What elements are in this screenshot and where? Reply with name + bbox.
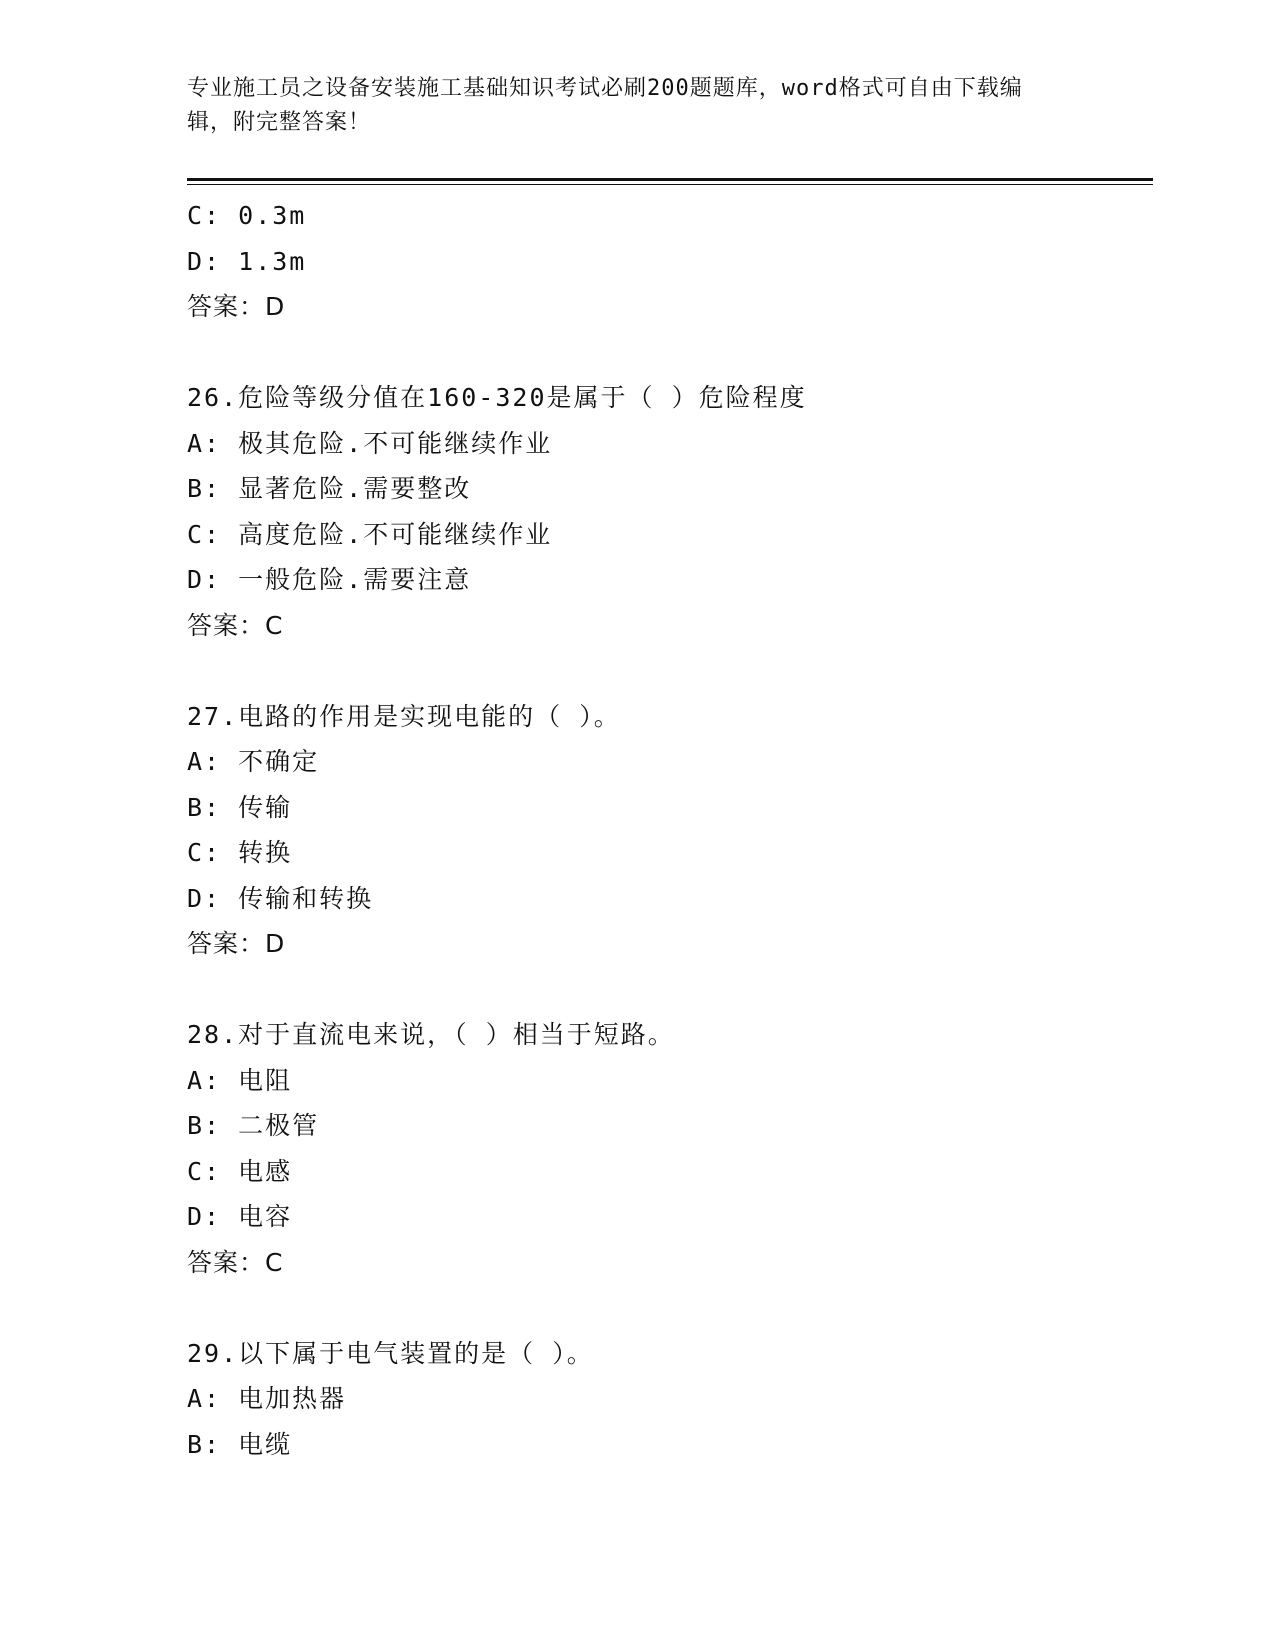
option-line: A: 极其危险.不可能继续作业: [187, 428, 553, 458]
spacer: [187, 648, 1153, 694]
option-line: A: 不确定: [187, 747, 320, 776]
option-line: C: 电感: [187, 1156, 293, 1186]
spacer: [187, 1285, 1153, 1331]
document-header: 专业施工员之设备安装施工基础知识考试必刷200题题库，word格式可自由下载编辑，附完整答案！: [187, 76, 1023, 135]
option-line: B: 二极管: [187, 1111, 320, 1140]
spacer: [187, 967, 1153, 1013]
spacer: [187, 330, 1153, 376]
question-stem: 28.对于直流电来说，（ ）相当于短路。: [187, 1020, 675, 1049]
option-line: C: 高度危险.不可能继续作业: [187, 519, 553, 549]
option-line: D: 1.3m: [187, 246, 307, 276]
option-line: C: 转换: [187, 838, 293, 867]
option-line: B: 传输: [187, 792, 293, 822]
option-line: B: 电缆: [187, 1429, 293, 1459]
question-stem: 29.以下属于电气装置的是（ ）。: [187, 1338, 594, 1368]
answer-line: 答案：C: [187, 610, 284, 640]
option-line: A: 电阻: [187, 1065, 293, 1095]
option-line: D: 电容: [187, 1202, 293, 1231]
answer-line: 答案：D: [187, 292, 286, 321]
question-stem: 27.电路的作用是实现电能的（ ）。: [187, 701, 621, 731]
answer-line: 答案：D: [187, 929, 286, 958]
option-line: C: 0.3m: [187, 201, 307, 230]
header-rule-thin: [187, 184, 1153, 185]
header-rule-thick: [187, 178, 1153, 181]
option-line: A: 电加热器: [187, 1384, 347, 1413]
question-content: [187, 193, 1153, 1467]
option-line: D: 一般危险.需要注意: [187, 565, 472, 594]
option-line: B: 显著危险.需要整改: [187, 474, 472, 503]
option-line: D: 传输和转换: [187, 883, 374, 913]
question-stem: 26.危险等级分值在160-320是属于（ ）危险程度: [187, 383, 807, 412]
answer-line: 答案：C: [187, 1247, 284, 1277]
